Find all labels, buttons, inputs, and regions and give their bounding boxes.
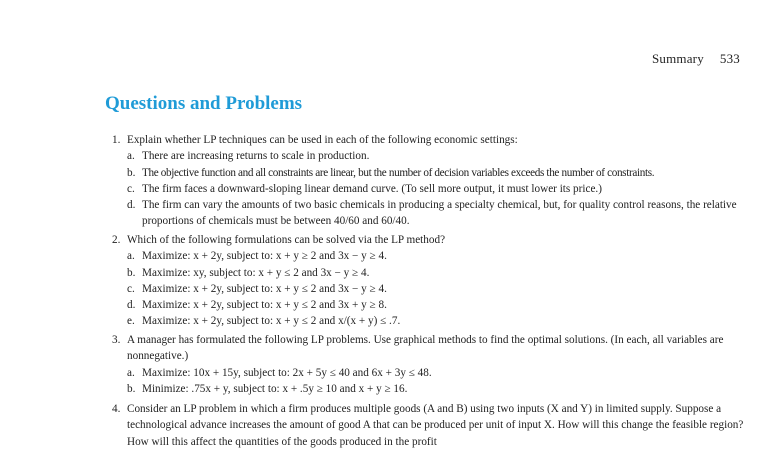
question-3 [112, 332, 752, 397]
sub-item-text: The objective function and all constraints are linear, but the number of decision variables exceeds the number of constraints. [142, 166, 655, 179]
sub-item [127, 297, 752, 313]
question-4 [112, 401, 752, 450]
sub-item-text: Maximize: x + 2y, subject to: x + y ≤ 2 and x/(x + y) ≤ .7. [142, 315, 401, 328]
sub-item-text: There are increasing returns to scale in production. [142, 150, 370, 163]
sub-item [127, 148, 752, 164]
question-number: 1. [112, 134, 121, 146]
question-number: 4. [112, 403, 121, 415]
sub-item-text: Minimize: .75x + y, subject to: x + .5y ≥ 10 and x + y ≥ 16. [142, 382, 408, 395]
sub-item-letter: b. [127, 266, 136, 279]
section-title: Questions and Problems [105, 93, 303, 114]
sub-item-text: Maximize: xy, subject to: x + y ≤ 2 and 3x − y ≥ 4. [142, 266, 370, 279]
sub-item [127, 248, 752, 264]
sub-item-letter: e. [127, 315, 135, 328]
question-2 [112, 232, 752, 330]
question-text: Consider an LP problem in which a firm produces multiple goods (A and B) using two inputs (X and Y) in limited supply. Suppose a technological advance increases the amount of good A that can be produced per unit of input X. How will this change the feasible region? How will this affect the quantities of the goods produced in the profit [127, 403, 744, 448]
sub-item-text: Maximize: 10x + 15y, subject to: 2x + 5y ≤ 40 and 6x + 3y ≤ 48. [142, 366, 432, 379]
sub-item-text: Maximize: x + 2y, subject to: x + y ≤ 2 and 3x − y ≥ 4. [142, 282, 387, 295]
question-text: Which of the following formulations can be solved via the LP method? [127, 234, 446, 246]
sub-item-text: The firm faces a downward-sloping linear demand curve. (To sell more output, it must lower its price.) [142, 182, 602, 195]
sub-item [127, 197, 752, 230]
sub-item [127, 281, 752, 297]
sub-item-letter: a. [127, 250, 135, 263]
question-1 [112, 132, 752, 230]
question-text: Explain whether LP techniques can be used in each of the following economic settings: [127, 134, 518, 146]
page-number: 533 [719, 51, 740, 66]
sub-item [127, 265, 752, 281]
running-head-section: Summary [651, 51, 704, 66]
question-number: 3. [112, 334, 121, 346]
sub-item-letter: a. [127, 150, 135, 163]
question-text: A manager has formulated the following LP problems. Use graphical methods to find the optimal solutions. (In each, all variables are nonnegative.) [127, 334, 724, 363]
sub-item [127, 165, 752, 181]
sub-item-letter: b. [127, 382, 136, 395]
sub-item-letter: c. [127, 282, 135, 295]
sub-item-letter: d. [127, 199, 136, 212]
sub-item [127, 313, 752, 329]
sub-item [127, 181, 752, 197]
sub-item-text: Maximize: x + 2y, subject to: x + y ≤ 2 and 3x + y ≥ 8. [142, 299, 387, 312]
sub-item [127, 381, 752, 397]
sub-item-letter: d. [127, 299, 136, 312]
running-head [652, 51, 740, 67]
sub-item-letter: a. [127, 366, 135, 379]
sub-item-letter: c. [127, 182, 135, 195]
sub-item-letter: b. [127, 166, 136, 179]
sub-item [127, 365, 752, 381]
sub-item-text: Maximize: x + 2y, subject to: x + y ≥ 2 and 3x − y ≥ 4. [142, 250, 387, 263]
question-number: 2. [112, 234, 121, 246]
sub-item-text: The firm can vary the amounts of two basic chemicals in producing a specialty chemical, but, for quality control reasons, the relative proportions of chemicals must be between 40/60 and 60/40. [142, 199, 737, 228]
